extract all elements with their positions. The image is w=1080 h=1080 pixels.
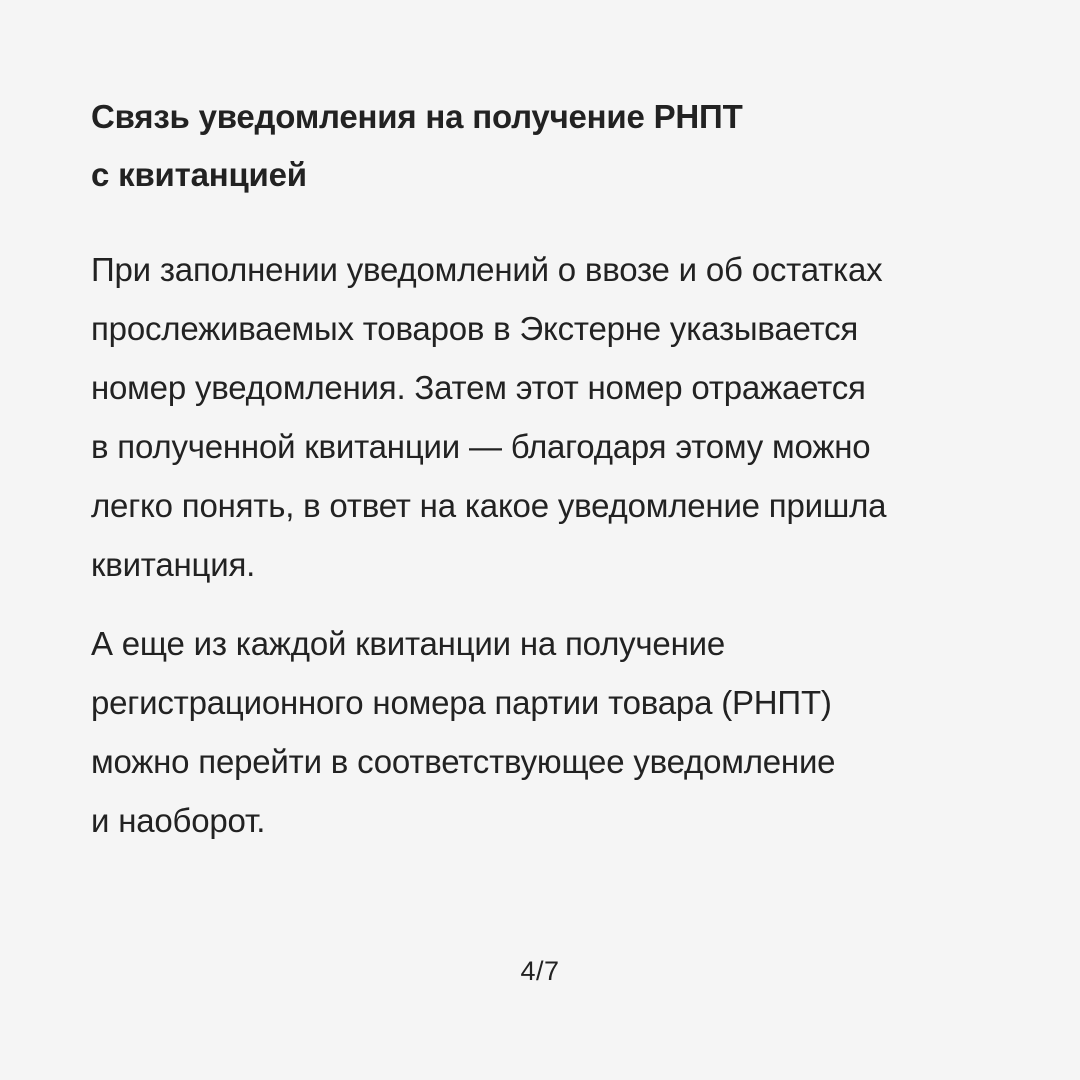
- paragraph-line: номер уведомления. Затем этот номер отражается: [91, 369, 866, 406]
- slide-title-line: с квитанцией: [91, 156, 307, 193]
- paragraph-line: и наоборот.: [91, 802, 266, 839]
- paragraph-line: прослеживаемых товаров в Экстерне указывается: [91, 310, 859, 347]
- body-paragraph-2: [91, 614, 835, 850]
- slide-content: [91, 88, 1011, 839]
- page-indicator: 4/7: [520, 956, 560, 986]
- paragraph-line: легко понять, в ответ на какое уведомление пришла: [91, 487, 887, 524]
- body-paragraph-1: [91, 240, 886, 594]
- paragraph-line: При заполнении уведомлений о ввозе и об остатках: [91, 251, 883, 288]
- paragraph-line: квитанция.: [91, 546, 256, 583]
- paragraph-line: в полученной квитанции — благодаря этому можно: [91, 428, 871, 465]
- slide-title-line: Связь уведомления на получение РНПТ: [91, 98, 743, 135]
- slide-title: [91, 88, 1011, 204]
- paragraph-line: регистрационного номера партии товара (РНПТ): [91, 684, 832, 721]
- paragraph-line: А еще из каждой квитанции на получение: [91, 625, 725, 662]
- paragraph-line: можно перейти в соответствующее уведомление: [91, 743, 836, 780]
